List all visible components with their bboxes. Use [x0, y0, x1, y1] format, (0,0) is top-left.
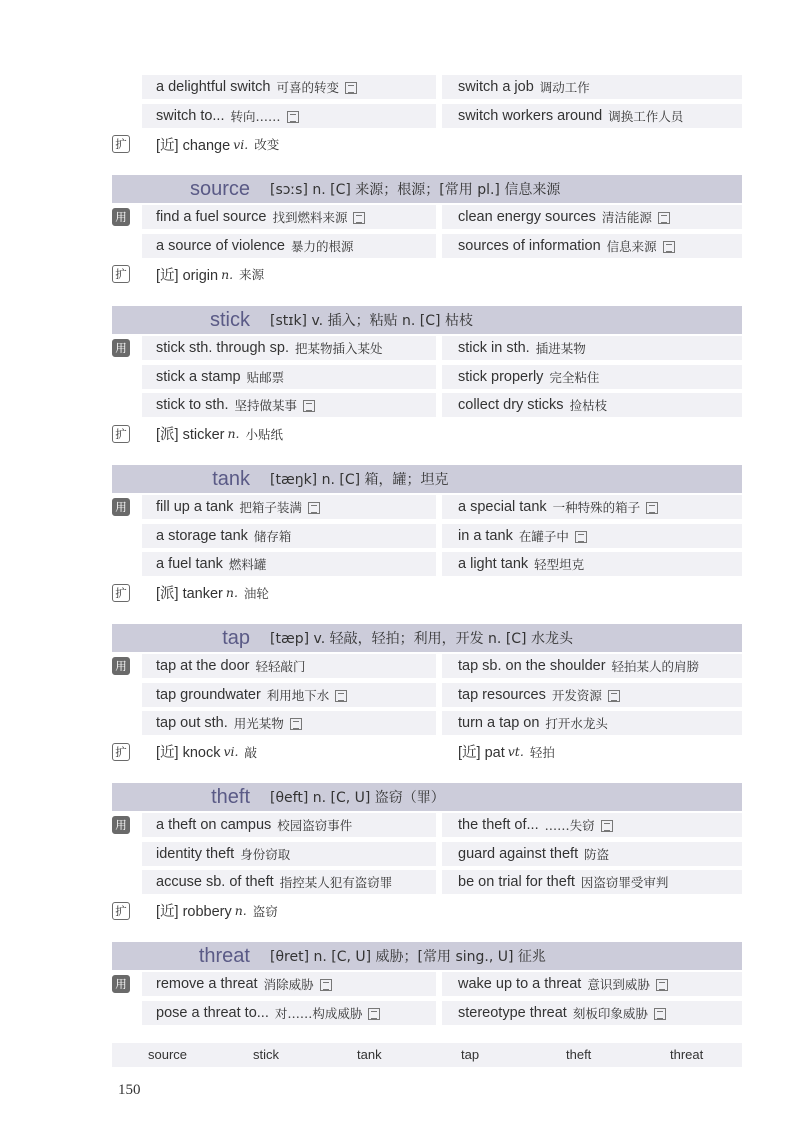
usage-row [112, 840, 742, 869]
usage-left: accuse sb. of theft 指控某人犯有盗窃罪 [142, 870, 436, 894]
usage-right: tap resources 开发资源 [442, 683, 742, 707]
extension-row [112, 579, 742, 608]
footer-word[interactable]: tank [357, 1047, 382, 1062]
usage-row [112, 73, 742, 102]
usage-left: a storage tank 储存箱 [142, 524, 436, 548]
audio-icon[interactable] [345, 82, 357, 94]
usage-tag: 用 [112, 657, 130, 675]
extension-left: [近] origin n. 来源 [156, 266, 265, 284]
usage-tag: 用 [112, 339, 130, 357]
extension-left: [近] knock vi. 敲 [156, 744, 258, 762]
entry-header [112, 175, 742, 203]
extension-left: [近] robbery n. 盗窃 [156, 903, 278, 921]
usage-tag: 用 [112, 208, 130, 226]
usage-right: stick properly 完全粘住 [442, 365, 742, 389]
usage-tag: 用 [112, 975, 130, 993]
extension-tag: 扩 [112, 135, 130, 153]
usage-left: a fuel tank 燃料罐 [142, 552, 436, 576]
usage-row [112, 709, 742, 738]
entry-tap [112, 624, 742, 766]
extension-row [112, 738, 742, 767]
headword: stick [210, 308, 250, 331]
usage-right: turn a tap on 打开水龙头 [442, 711, 742, 735]
usage-left: a delightful switch 可喜的转变 [142, 75, 436, 99]
usage-right: be on trial for theft 因盗窃罪受审判 [442, 870, 742, 894]
extension-tag: 扩 [112, 584, 130, 602]
extension-left: [派] sticker n. 小贴纸 [156, 426, 284, 444]
extension-tag: 扩 [112, 902, 130, 920]
audio-icon[interactable] [290, 718, 302, 730]
usage-left: identity theft 身份窃取 [142, 842, 436, 866]
usage-row [112, 868, 742, 897]
extension-row [112, 130, 742, 159]
audio-icon[interactable] [656, 979, 668, 991]
extension-right: [近] pat vt. 轻拍 [458, 744, 555, 762]
headword: theft [211, 785, 250, 808]
headword: threat [198, 944, 250, 967]
headword: tap [222, 626, 250, 649]
audio-icon[interactable] [601, 820, 613, 832]
usage-row [112, 493, 742, 522]
headword: source [189, 177, 250, 200]
definition: [sɔːs] n. [C] 来源；根源；[常用 pl.] 信息来源 [270, 182, 561, 198]
entry-header [112, 783, 742, 811]
audio-icon[interactable] [368, 1008, 380, 1020]
usage-row [112, 232, 742, 261]
entry-header [112, 306, 742, 334]
extension-tag: 扩 [112, 743, 130, 761]
usage-left: tap out sth. 用光某物 [142, 711, 436, 735]
usage-left: tap at the door 轻轻敲门 [142, 654, 436, 678]
entry-tank [112, 465, 742, 607]
extension-row [112, 260, 742, 289]
usage-right: guard against theft 防盗 [442, 842, 742, 866]
entry-source [112, 175, 742, 289]
usage-tag: 用 [112, 498, 130, 516]
audio-icon[interactable] [663, 241, 675, 253]
usage-right: collect dry sticks 捡枯枝 [442, 393, 742, 417]
usage-left: tap groundwater 利用地下水 [142, 683, 436, 707]
footer-word[interactable]: source [148, 1047, 188, 1062]
entry-header [112, 624, 742, 652]
usage-row [112, 999, 742, 1028]
usage-right: sources of information 信息来源 [442, 234, 742, 258]
usage-right: the theft of... ……失窃 [442, 813, 742, 837]
usage-right: in a tank 在罐子中 [442, 524, 742, 548]
entry-header [112, 465, 742, 493]
entry-theft [112, 783, 742, 925]
definition: [stɪk] v. 插入；粘贴 n. [C] 枯枝 [270, 313, 473, 329]
word-index-footer [112, 1043, 742, 1067]
usage-left: switch to... 转向…… [142, 104, 436, 128]
entry-header [112, 942, 742, 970]
definition: [θeft] n. [C, U] 盗窃（罪） [270, 790, 445, 806]
headword: tank [212, 467, 250, 490]
usage-right: a light tank 轻型坦克 [442, 552, 742, 576]
usage-right: stereotype threat 刻板印象威胁 [442, 1001, 742, 1025]
audio-icon[interactable] [658, 212, 670, 224]
extension-left: [近] change vi. 改变 [156, 136, 280, 154]
entry-switch [112, 73, 742, 159]
usage-right: tap sb. on the shoulder 轻拍某人的肩膀 [442, 654, 742, 678]
usage-right: wake up to a threat 意识到威胁 [442, 972, 742, 996]
usage-right: switch workers around 调换工作人员 [442, 104, 742, 128]
extension-row [112, 897, 742, 926]
footer-word[interactable]: tap [461, 1047, 480, 1062]
entry-threat [112, 942, 742, 1027]
usage-right: a special tank 一种特殊的箱子 [442, 495, 742, 519]
extension-tag: 扩 [112, 265, 130, 283]
usage-left: find a fuel source 找到燃料来源 [142, 205, 436, 229]
extension-tag: 扩 [112, 425, 130, 443]
entry-stick [112, 306, 742, 448]
usage-row [112, 391, 742, 420]
audio-icon[interactable] [308, 502, 320, 514]
definition: [θret] n. [C, U] 威胁；[常用 sing., U] 征兆 [270, 949, 546, 965]
usage-row [112, 652, 742, 681]
usage-row [112, 203, 742, 232]
definition: [tæŋk] n. [C] 箱，罐；坦克 [270, 472, 449, 488]
usage-left: stick a stamp 贴邮票 [142, 365, 436, 389]
audio-icon[interactable] [320, 979, 332, 991]
usage-row [112, 681, 742, 710]
extension-row [112, 420, 742, 449]
definition: [tæp] v. 轻敲，轻拍；利用，开发 n. [C] 水龙头 [270, 631, 573, 647]
footer-word[interactable]: stick [253, 1047, 279, 1062]
usage-row [112, 102, 742, 131]
audio-icon[interactable] [646, 502, 658, 514]
page-number: 150 [118, 1082, 141, 1098]
extension-left: [派] tanker n. 油轮 [156, 585, 269, 603]
usage-right: stick in sth. 插进某物 [442, 336, 742, 360]
usage-left: a source of violence 暴力的根源 [142, 234, 436, 258]
usage-left: remove a threat 消除威胁 [142, 972, 436, 996]
audio-icon[interactable] [303, 400, 315, 412]
audio-icon[interactable] [287, 111, 299, 123]
audio-icon[interactable] [335, 690, 347, 702]
audio-icon[interactable] [654, 1008, 666, 1020]
footer-word[interactable]: theft [566, 1047, 592, 1062]
usage-right: clean energy sources 清洁能源 [442, 205, 742, 229]
usage-row [112, 970, 742, 999]
usage-row [112, 363, 742, 392]
footer-word[interactable]: threat [670, 1047, 704, 1062]
usage-right: switch a job 调动工作 [442, 75, 742, 99]
usage-row [112, 811, 742, 840]
audio-icon[interactable] [608, 690, 620, 702]
usage-row [112, 522, 742, 551]
audio-icon[interactable] [353, 212, 365, 224]
usage-left: pose a threat to... 对……构成威胁 [142, 1001, 436, 1025]
usage-left: stick sth. through sp. 把某物插入某处 [142, 336, 436, 360]
audio-icon[interactable] [575, 531, 587, 543]
usage-left: a theft on campus 校园盗窃事件 [142, 813, 436, 837]
usage-left: fill up a tank 把箱子装满 [142, 495, 436, 519]
usage-tag: 用 [112, 816, 130, 834]
usage-row [112, 334, 742, 363]
usage-row [112, 550, 742, 579]
usage-left: stick to sth. 坚持做某事 [142, 393, 436, 417]
